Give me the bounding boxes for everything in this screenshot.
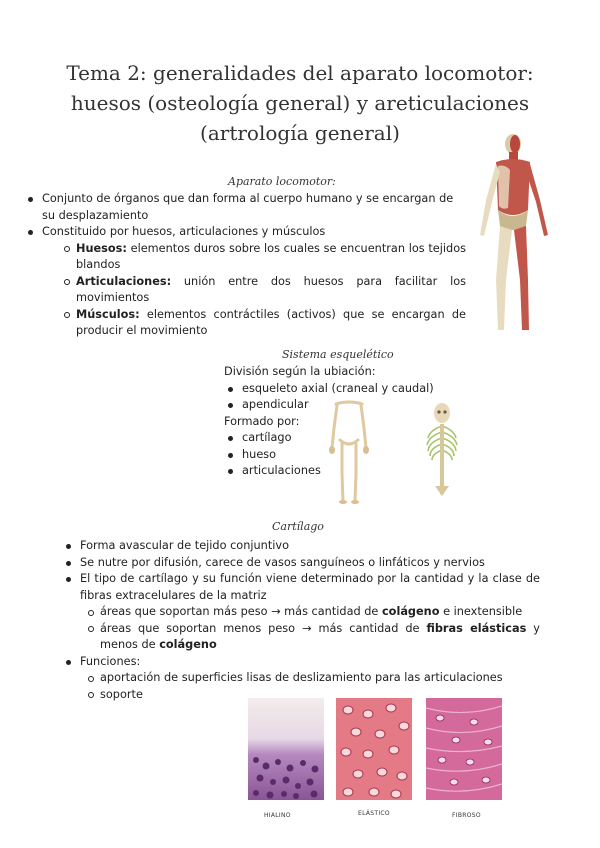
cartilage-heading: Cartílago (272, 520, 324, 533)
list-item: áreas que soportan más peso → más cantidad de colágeno e inextensible (100, 604, 540, 621)
list-item: articulaciones (242, 463, 464, 480)
skeletal-heading: Sistema esquelético (282, 348, 394, 361)
list-item: cartílago (242, 430, 464, 447)
list-item: Músculos: elementos contráctiles (activos) que se encargan de producir el movimiento (76, 307, 466, 340)
formed-label: Formado por: (224, 414, 300, 428)
anatomy-figure-image (468, 130, 558, 340)
axial-skeleton-image (422, 402, 462, 498)
list-item: hueso (242, 447, 464, 464)
list-item: Huesos: elementos duros sobre los cuales se encuentran los tejidos blandos (76, 241, 466, 274)
list-item: apendicular (242, 397, 464, 414)
elastic-label: ELÁSTICO (358, 810, 390, 817)
list-item: Forma avascular de tejido conjuntivo (80, 538, 540, 555)
hyaline-cartilage-image (248, 698, 324, 800)
hyaline-label: HIALINO (264, 812, 291, 819)
division-label: División según la ubiación: (224, 365, 376, 378)
elastic-cartilage-image (336, 698, 412, 800)
fibrous-cartilage-image (426, 698, 502, 800)
list-item: El tipo de cartílago y su función viene determinado por la cantidad y la clase de fibras extracelulares de la matriz áreas que soportan más peso → más cantidad de colágeno e inextensible áreas que soportan menos peso → más cantidad de fibras elásticas y menos de colágeno (80, 571, 540, 654)
locomotor-sublist (76, 241, 466, 340)
list-item: Funciones: aportación de superficies lisas de deslizamiento para las articulaciones soporte (80, 654, 540, 704)
page-title: Tema 2: generalidades del aparato locomotor: huesos (osteología general) y areticulaciones (artrología general) (66, 61, 534, 145)
list-item: aportación de superficies lisas de deslizamiento para las articulaciones (100, 670, 540, 687)
list-item: Se nutre por difusión, carece de vasos sanguíneos o linfáticos y nervios (80, 555, 540, 572)
list-item: esqueleto axial (craneal y caudal) (242, 381, 464, 398)
locomotor-list (42, 191, 468, 340)
list-item: Constituido por huesos, articulaciones y músculos Huesos: elementos duros sobre los cuales se encuentran los tejidos blandos Articulaciones: unión entre dos huesos para facilitar los movimientos Músculos: elementos contráctiles (activos) que se encargan de producir el movimiento (42, 224, 468, 340)
fibrous-label: FIBROSO (452, 812, 481, 819)
list-item: Conjunto de órganos que dan forma al cuerpo humano y se encargan de su desplazamiento (42, 191, 468, 224)
cartilage-list (80, 538, 540, 703)
locomotor-heading: Aparato locomotor: (228, 175, 336, 188)
cartilage-sublist (100, 604, 540, 654)
list-item: áreas que soportan menos peso → más cantidad de fibras elásticas y menos de colágeno (100, 621, 540, 654)
list-item: soporte (100, 687, 540, 704)
appendicular-skeleton-image (328, 398, 370, 506)
list-item: Articulaciones: unión entre dos huesos para facilitar los movimientos (76, 274, 466, 307)
